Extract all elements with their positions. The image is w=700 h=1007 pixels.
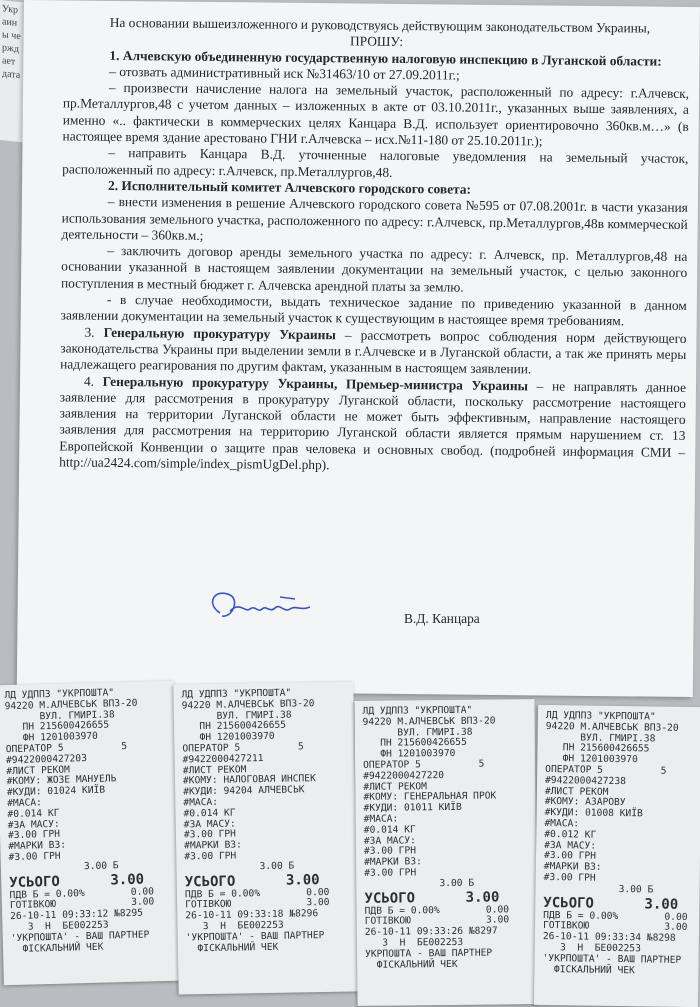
receipt-total-value: 3.00 — [285, 871, 320, 889]
receipt-line: ФН 1201003970 — [5, 730, 99, 745]
receipt-line: #3.00 ГРН — [364, 867, 417, 879]
receipt-line: ФН 1201003970 — [182, 731, 275, 744]
receipt-line: ОПЕРАТОР 5 5 — [5, 740, 128, 756]
receipt-line: ВУЛ. ГМИРІ.38 — [362, 726, 473, 739]
item-2-paragraph: - в случае необходимости, выдать техническое задание по приведению указанной в данном заявлении документации на земельный участок к существующим в настоящее время требованиям. — [60, 291, 687, 329]
receipt-line: #9422000427238 — [544, 774, 626, 787]
receipt-line: 3.00 Б — [364, 877, 475, 890]
receipt-total-label: УСЬОГО — [184, 873, 236, 890]
receipt-line: #КОМУ: ГЕНЕРАЛЬНАЯ ПРОК — [363, 790, 497, 804]
receipt-line: ПДВ Б = 0.00% 0.00 — [9, 885, 155, 901]
receipt-line: 3.00 Б — [184, 860, 295, 874]
receipt-total-label: УСЬОГО — [543, 894, 595, 912]
receipt-line: #9422000427220 — [363, 769, 445, 782]
receipt-line: #МАСА: — [544, 817, 580, 830]
receipt-line: 94220 М.АЛЧЕВСЬК ВПЗ-20 — [545, 720, 679, 734]
receipt-line: ПН 215600426655 — [181, 720, 287, 733]
receipt-line: ГОТІВКОЮ 3.00 — [364, 914, 510, 928]
item-2-heading: 2. Исполнительный комитет Алчевского городского совета: — [107, 177, 472, 197]
receipt-line: 26-10-11 09:33:18 №8296 — [185, 908, 319, 922]
receipt-line: #9422000427203 — [5, 752, 88, 766]
receipt-line: ЛД УДППЗ "УКРПОШТА" — [4, 687, 115, 702]
receipt-line: #ЛИСТ РЕКОМ — [182, 763, 247, 777]
receipt-line: ПДВ Б = 0.00% 0.00 — [184, 886, 330, 900]
receipt-line: ВУЛ. ГМИРІ.38 — [545, 731, 656, 745]
receipt-line: ФН 1201003970 — [362, 748, 456, 761]
handwritten-signature — [200, 583, 330, 633]
receipt-line: 94220 М.АЛЧЕВСЬК ВПЗ-20 — [181, 697, 315, 712]
receipt-line: #3.00 ГРН — [543, 871, 596, 884]
receipt-line: ГОТІВКОЮ 3.00 — [9, 896, 155, 912]
receipt-line: 26-10-11 09:33:12 №8295 — [10, 907, 144, 923]
receipt-line: УКРПОШТА - ВАШ ПАРТНЕР — [365, 947, 493, 960]
receipt-line: ОПЕРАТОР 5 5 — [363, 758, 485, 771]
receipt-line: #0.014 КГ — [363, 824, 416, 836]
receipt-line: 3 Н БЕ002253 — [10, 919, 109, 934]
document-page — [17, 0, 700, 697]
receipt-total-label: УСЬОГО — [9, 873, 61, 891]
receipt-line: #3.00 ГРН — [183, 828, 237, 841]
receipt-line: #МАРКИ ВЗ: — [543, 861, 602, 873]
receipt-line: #МАРКИ ВЗ: — [364, 856, 422, 869]
receipt-line: #3.00 ГРН — [8, 850, 61, 864]
item-1-paragraph: – направить Канцара В.Д. уточненные налоговые уведомления на земельный участок, расположенный по адресу: г.Алчевск, пр.Металлургов,48. — [62, 145, 689, 180]
receipt-line: #ЗА МАСУ: — [7, 818, 60, 831]
item-2-paragraph: – заключить договор аренды земельного участка по адресу: г. Алчевск, пр. Металлургов,48 на основании указанной в настоящем заявлении документации на земельный участок, с целью законного поступления в местный бюджет г. Алчевска арендной платы за землю. — [60, 243, 688, 295]
receipt-line: ВУЛ. ГМИРІ.38 — [4, 708, 115, 723]
receipt-2 — [173, 681, 358, 994]
receipt-line: #КОМУ: АЗАРОВУ — [544, 796, 626, 809]
item-3-paragraph: 3. Генеральную прокуратуру Украины – рассмотреть вопрос соблюдения норм действующего законодательства Украины при выделении земли в г.Алчевске и в Луганской области, а так же принять меры надлежащего реагирования по другим фактам, указанным в настоящем заявлении. — [60, 324, 687, 377]
receipt-line: #ЗА МАСУ: — [183, 818, 236, 830]
receipt-line: #КУДИ: 01008 КИЇВ — [544, 807, 643, 820]
receipt-line: #МАСА: — [7, 797, 42, 810]
item-4-paragraph: 4. Генеральную прокуратуру Украины, Премьер-министра Украины – не направлять данное заявление для рассмотрения в прокуратуру Луганской области, поскольку рассмотрение настоящего заявления на территории Луганской области не может быть эффективным, направление настоящего заявления для рассмотрения на территорию Луганской области является прямым нарушением ст. 13 Европейской Конвенции о защите прав человека и основных свобод. (подробней информация СМИ – http://ua2424.com/simple/index_pismUgDel.php). — [59, 373, 687, 473]
item-1-heading: 1. Алчевскую объединенную государственную налоговую инспекцию в Луганской области: — [109, 47, 662, 69]
receipt-line: ОПЕРАТОР 5 5 — [545, 763, 667, 777]
receipt-line: ПДВ Б = 0.00% 0.00 — [364, 903, 510, 917]
document-body — [59, 14, 690, 477]
receipt-line: #КОМУ: НАЛОГОВАЯ ИНСПЕК — [182, 773, 316, 787]
receipt-line: ПН 215600426655 — [545, 742, 650, 755]
receipt-line: ВУЛ. ГМИРІ.38 — [181, 709, 292, 723]
receipt-line: #0.012 КГ — [544, 828, 597, 841]
receipt-3 — [354, 699, 537, 1006]
receipt-total-value: 3.00 — [465, 888, 500, 906]
receipt-line: 94220 М.АЛЧЕВСЬК ВПЗ-20 — [4, 697, 138, 712]
receipt-line: 94220 М.АЛЧЕВСЬК ВПЗ-20 — [362, 715, 496, 728]
receipt-line: #КУДИ: 94204 АЛЧЕВСЬК — [183, 784, 305, 798]
receipt-line: ПН 215600426655 — [5, 719, 110, 734]
item-2-paragraph: – внести изменения в решение Алчевского городского совета №595 от 07.08.2001г. в части указания использования земельного участка, расположенного по адресу: г.Алчевск, пр.Металлургов,48в коммерческой деятельности – 360кв.м.; — [61, 194, 688, 243]
receipt-line: 3 Н БЕ002253 — [364, 936, 464, 949]
receipt-line: ФІСКАЛЬНИЙ ЧЕК — [10, 941, 104, 955]
receipt-total-label: УСЬОГО — [364, 889, 416, 907]
receipt-line: 3 Н БЕ002253 — [542, 941, 641, 955]
receipt-line: #ЛИСТ РЕКОМ — [544, 785, 609, 798]
receipt-line: #3.00 ГРН — [7, 829, 61, 842]
receipt-line: #МАРКИ ВЗ: — [184, 839, 242, 852]
request-heading: ПРОШУ: — [349, 33, 404, 50]
receipt-line: #КУДИ: 01024 КИЇВ — [6, 784, 106, 799]
receipt-line: #9422000427211 — [182, 752, 264, 766]
receipt-line: ФН 1201003970 — [545, 753, 638, 766]
background-paper-text: Украины черждает дата — [2, 3, 21, 82]
receipt-line: 'УКРПОШТА' - ВАШ ПАРТНЕР — [542, 952, 682, 966]
receipt-line: 3.00 Б — [8, 859, 119, 874]
receipt-line: #ЗА МАСУ: — [544, 839, 597, 852]
receipt-line: ПН 215600426655 — [362, 737, 467, 750]
receipt-line: 3.00 Б — [543, 882, 654, 896]
receipt-line: #МАРКИ ВЗ: — [8, 839, 67, 853]
receipt-line: ЛД УДППЗ "УКРПОШТА" — [545, 709, 656, 723]
intro-paragraph: На основании вышеизложенного и руководствуясь действующим законодательством Украины, — [109, 14, 651, 36]
receipt-line: ФІСКАЛЬНИЙ ЧЕК — [542, 963, 635, 976]
receipt-line: ОПЕРАТОР 5 5 — [182, 741, 304, 755]
receipt-line: 3 Н БЕ002253 — [185, 919, 284, 933]
receipt-1 — [0, 681, 182, 986]
receipt-line: ГОТІВКОЮ 3.00 — [542, 920, 688, 934]
receipt-line: #0.014 КГ — [7, 807, 60, 820]
receipt-total-value: 3.00 — [110, 871, 145, 889]
receipt-line: #КОМУ: ЖОЗЕ МАНУЕЛЬ — [6, 773, 117, 788]
receipt-line: #3.00 ГРН — [184, 850, 237, 863]
receipt-line: ФІСКАЛЬНИЙ ЧЕК — [185, 941, 279, 954]
item-1-paragraph: – произвести начисление налога на земельный участок, расположенный по адресу: г.Алчевск, пр.Металлургов,48 с учетом данных – изложенных в акте от 03.10.2011г., указанных выше заявлениях, а именно «.. фактически в коммерческих целях Канцара В.Д. использует ориентировочно 360кв.м…» (в настоящее время здание арестовано ГНИ г.Алчевска – исх.№11-180 от 25.10.2011г.); — [62, 80, 690, 149]
receipt-line: 'УКРПОШТА' - ВАШ ПАРТНЕР — [185, 929, 325, 944]
receipt-line: ФІСКАЛЬНИЙ ЧЕК — [365, 958, 458, 971]
receipt-line: #3.00 ГРН — [543, 850, 597, 863]
receipt-line: #ЛИСТ РЕКОМ — [363, 780, 427, 793]
receipt-line: #ЗА МАСУ: — [363, 834, 416, 847]
receipt-4 — [534, 705, 700, 1007]
receipt-line: #0.014 КГ — [183, 807, 236, 820]
receipt-line: 26-10-11 09:33:34 №8298 — [542, 931, 676, 944]
receipt-line: #МАСА: — [363, 813, 399, 825]
receipt-line: ЛД УДППЗ "УКРПОШТА" — [181, 687, 292, 701]
receipt-line: 'УКРПОШТА' - ВАШ ПАРТНЕР — [10, 929, 150, 944]
item-1-paragraph: – отозвать административный иск №31463/10 от 27.09.2011г.; — [109, 63, 460, 83]
receipt-line: 26-10-11 09:33:26 №8297 — [364, 925, 498, 938]
receipt-line: ЛД УДППЗ "УКРПОШТА" — [362, 704, 473, 717]
receipt-total-value: 3.00 — [644, 895, 679, 913]
receipt-line: #ЛИСТ РЕКОМ — [6, 764, 71, 777]
receipt-line: ГОТІВКОЮ 3.00 — [185, 897, 330, 911]
receipt-line: #КУДИ: 01011 КИЇВ — [363, 802, 462, 815]
receipt-line: ПДВ Б = 0.00% 0.00 — [543, 909, 688, 923]
receipt-line: #3.00 ГРН — [363, 845, 417, 858]
signature-name: В.Д. Канцара — [404, 611, 480, 626]
receipt-line: #МАСА: — [183, 796, 219, 809]
